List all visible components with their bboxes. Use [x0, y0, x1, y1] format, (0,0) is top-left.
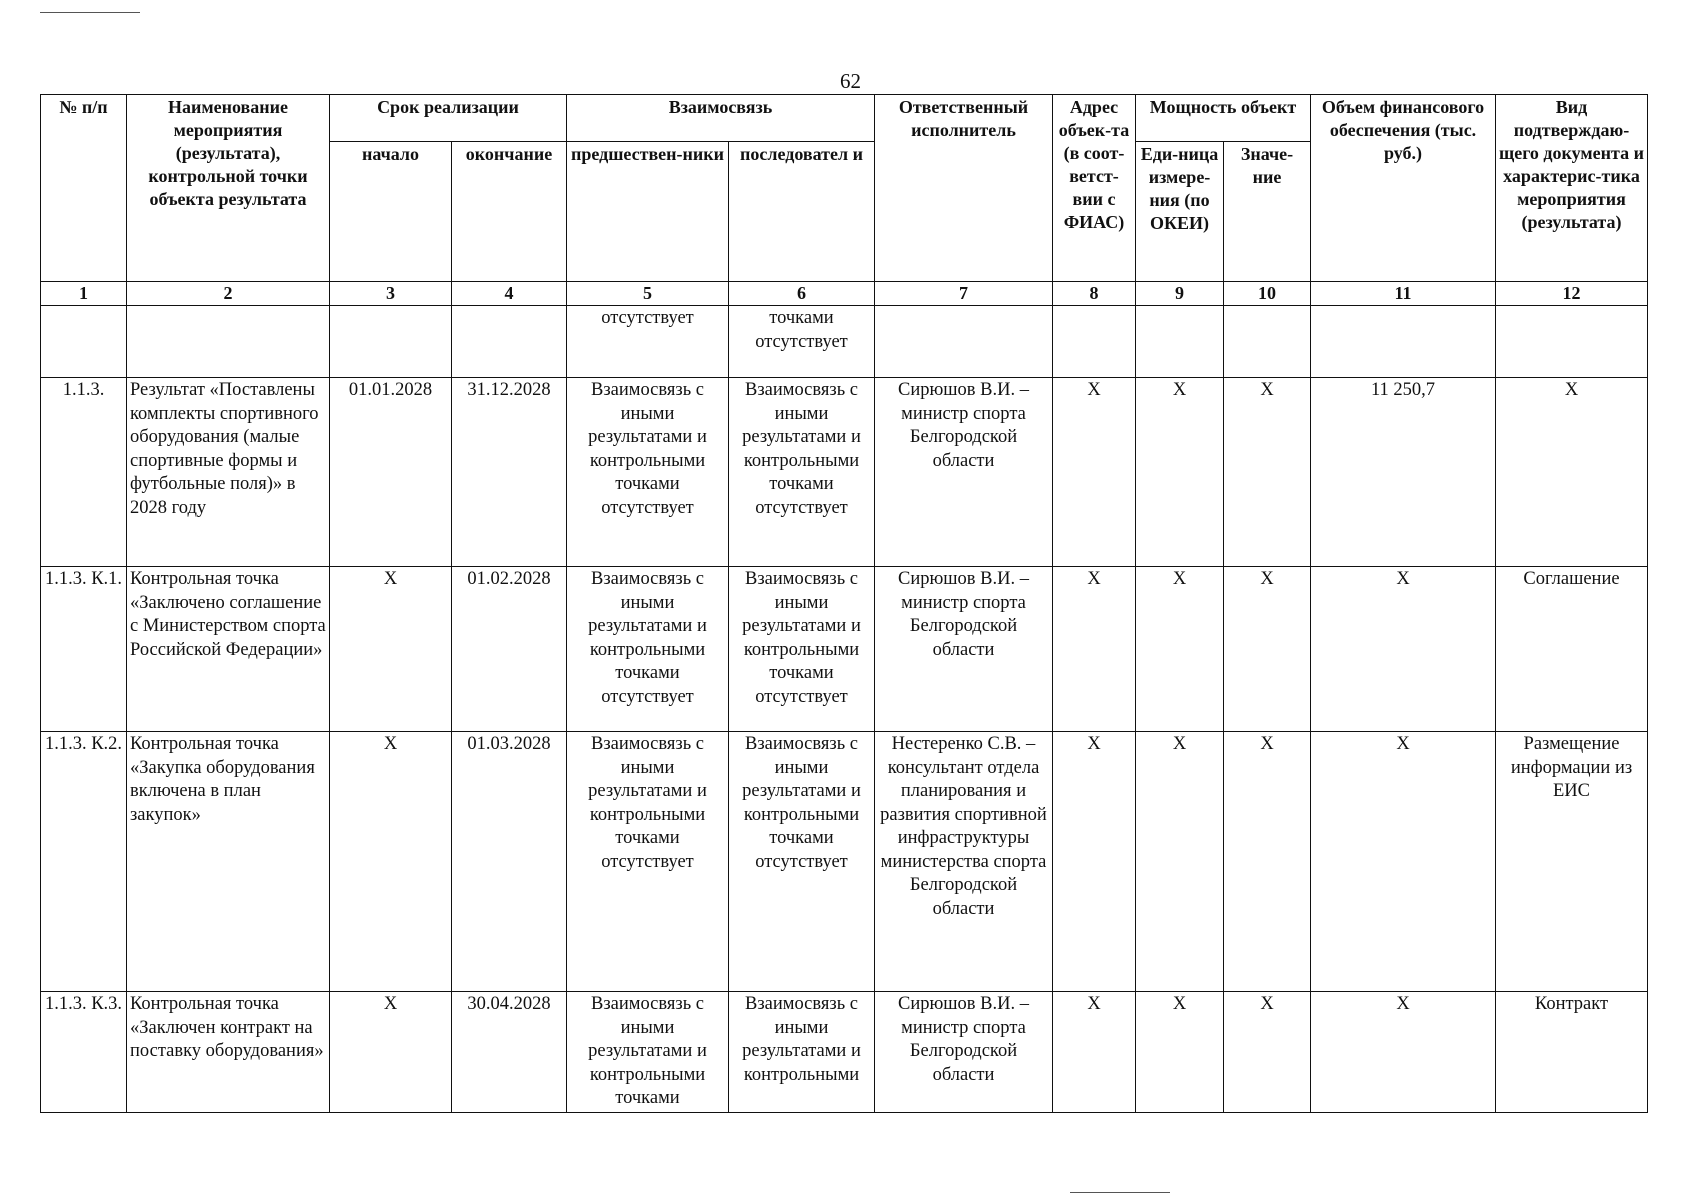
column-number: 9 — [1136, 282, 1224, 306]
cell-successors: Взаимосвязь с иными результатами и контрольными — [729, 992, 875, 1113]
cell-num: 1.1.3. — [41, 378, 127, 567]
scan-line-bottom — [1070, 1192, 1170, 1193]
cell-document: Соглашение — [1496, 567, 1648, 732]
cell-successors: Взаимосвязь с иными результатами и контрольными точками отсутствует — [729, 378, 875, 567]
column-number: 12 — [1496, 282, 1648, 306]
header-num: № п/п — [41, 95, 127, 282]
cell-start: X — [330, 567, 452, 732]
header-address: Адрес объек-та (в соот-ветст-вии с ФИАС) — [1053, 95, 1136, 282]
cell-start: 01.01.2028 — [330, 378, 452, 567]
activities-table — [40, 94, 1648, 1113]
cell-responsible: Сирюшов В.И. – министр спорта Белгородской области — [875, 378, 1053, 567]
column-number: 10 — [1224, 282, 1311, 306]
cell-address: X — [1053, 567, 1136, 732]
table-row — [41, 732, 1648, 992]
header-successors: последовател и — [729, 142, 875, 282]
cell-responsible: Сирюшов В.И. – министр спорта Белгородской области — [875, 992, 1053, 1113]
cell-name: Результат «Поставлены комплекты спортивного оборудования (малые спортивные формы и футбольные поля)» в 2028 году — [127, 378, 330, 567]
cell-unit: X — [1136, 567, 1224, 732]
cell-responsible: Сирюшов В.И. – министр спорта Белгородской области — [875, 567, 1053, 732]
table-row — [41, 378, 1648, 567]
header-start: начало — [330, 142, 452, 282]
cell-finance: X — [1311, 992, 1496, 1113]
cell-start: X — [330, 732, 452, 992]
cell-value: X — [1224, 992, 1311, 1113]
cell-responsible: Нестеренко С.В. – консультант отдела планирования и развития спортивной инфраструктуры министерства спорта Белгородской области — [875, 732, 1053, 992]
header-power: Мощность объект — [1136, 95, 1311, 142]
header-name: Наименование мероприятия (результата), контрольной точки объекта результата — [127, 95, 330, 282]
column-number: 5 — [567, 282, 729, 306]
cell-finance: 11 250,7 — [1311, 378, 1496, 567]
header-period: Срок реализации — [330, 95, 567, 142]
cell-num: 1.1.3. К.2. — [41, 732, 127, 992]
header-link: Взаимосвязь — [567, 95, 875, 142]
cell-address: X — [1053, 992, 1136, 1113]
column-number: 4 — [452, 282, 567, 306]
table-row — [41, 992, 1648, 1113]
column-number: 11 — [1311, 282, 1496, 306]
cell-end: 30.04.2028 — [452, 992, 567, 1113]
header-responsible: Ответственный исполнитель — [875, 95, 1053, 282]
column-number: 6 — [729, 282, 875, 306]
cell-address: X — [1053, 378, 1136, 567]
cell-value: X — [1224, 732, 1311, 992]
page-number: 62 — [840, 69, 861, 93]
cell-predecessors: отсутствует — [567, 306, 729, 378]
header-value: Значе-ние — [1224, 142, 1311, 282]
cell-document: X — [1496, 378, 1648, 567]
cell-successors: Взаимосвязь с иными результатами и контрольными точками отсутствует — [729, 567, 875, 732]
header-finance: Объем финансового обеспечения (тыс. руб.) — [1311, 95, 1496, 282]
header-predecessors: предшествен-ники — [567, 142, 729, 282]
cell-predecessors: Взаимосвязь с иными результатами и контрольными точками отсутствует — [567, 567, 729, 732]
cell-unit: X — [1136, 378, 1224, 567]
cell-num: 1.1.3. К.1. — [41, 567, 127, 732]
cell-name: Контрольная точка «Закупка оборудования включена в план закупок» — [127, 732, 330, 992]
cell-num: 1.1.3. К.3. — [41, 992, 127, 1113]
column-number: 8 — [1053, 282, 1136, 306]
header-document: Вид подтверждаю-щего документа и характерис-тика мероприятия (результата) — [1496, 95, 1648, 282]
cell-start: X — [330, 992, 452, 1113]
cell-address: X — [1053, 732, 1136, 992]
cell-finance: X — [1311, 567, 1496, 732]
column-number: 1 — [41, 282, 127, 306]
column-number: 3 — [330, 282, 452, 306]
cell-end: 01.02.2028 — [452, 567, 567, 732]
cell-successors: Взаимосвязь с иными результатами и контрольными точками отсутствует — [729, 732, 875, 992]
cell-document: Размещение информации из ЕИС — [1496, 732, 1648, 992]
cell-unit: X — [1136, 992, 1224, 1113]
cell-predecessors: Взаимосвязь с иными результатами и контрольными точками — [567, 992, 729, 1113]
cell-predecessors: Взаимосвязь с иными результатами и контрольными точками отсутствует — [567, 378, 729, 567]
cell-document: Контракт — [1496, 992, 1648, 1113]
cell-name: Контрольная точка «Заключен контракт на поставку оборудования» — [127, 992, 330, 1113]
cell-successors: точками отсутствует — [729, 306, 875, 378]
cell-value: X — [1224, 567, 1311, 732]
header-end: окончание — [452, 142, 567, 282]
column-number: 2 — [127, 282, 330, 306]
cell-end: 01.03.2028 — [452, 732, 567, 992]
scan-line-top — [40, 12, 140, 13]
cell-end: 31.12.2028 — [452, 378, 567, 567]
cell-finance: X — [1311, 732, 1496, 992]
table-row — [41, 567, 1648, 732]
column-number-row — [41, 282, 1648, 306]
header-unit: Еди-ница измере-ния (по ОКЕИ) — [1136, 142, 1224, 282]
cell-value: X — [1224, 378, 1311, 567]
cell-name: Контрольная точка «Заключено соглашение с Министерством спорта Российской Федерации» — [127, 567, 330, 732]
cell-unit: X — [1136, 732, 1224, 992]
cell-predecessors: Взаимосвязь с иными результатами и контрольными точками отсутствует — [567, 732, 729, 992]
column-number: 7 — [875, 282, 1053, 306]
continuation-row — [41, 306, 1648, 378]
